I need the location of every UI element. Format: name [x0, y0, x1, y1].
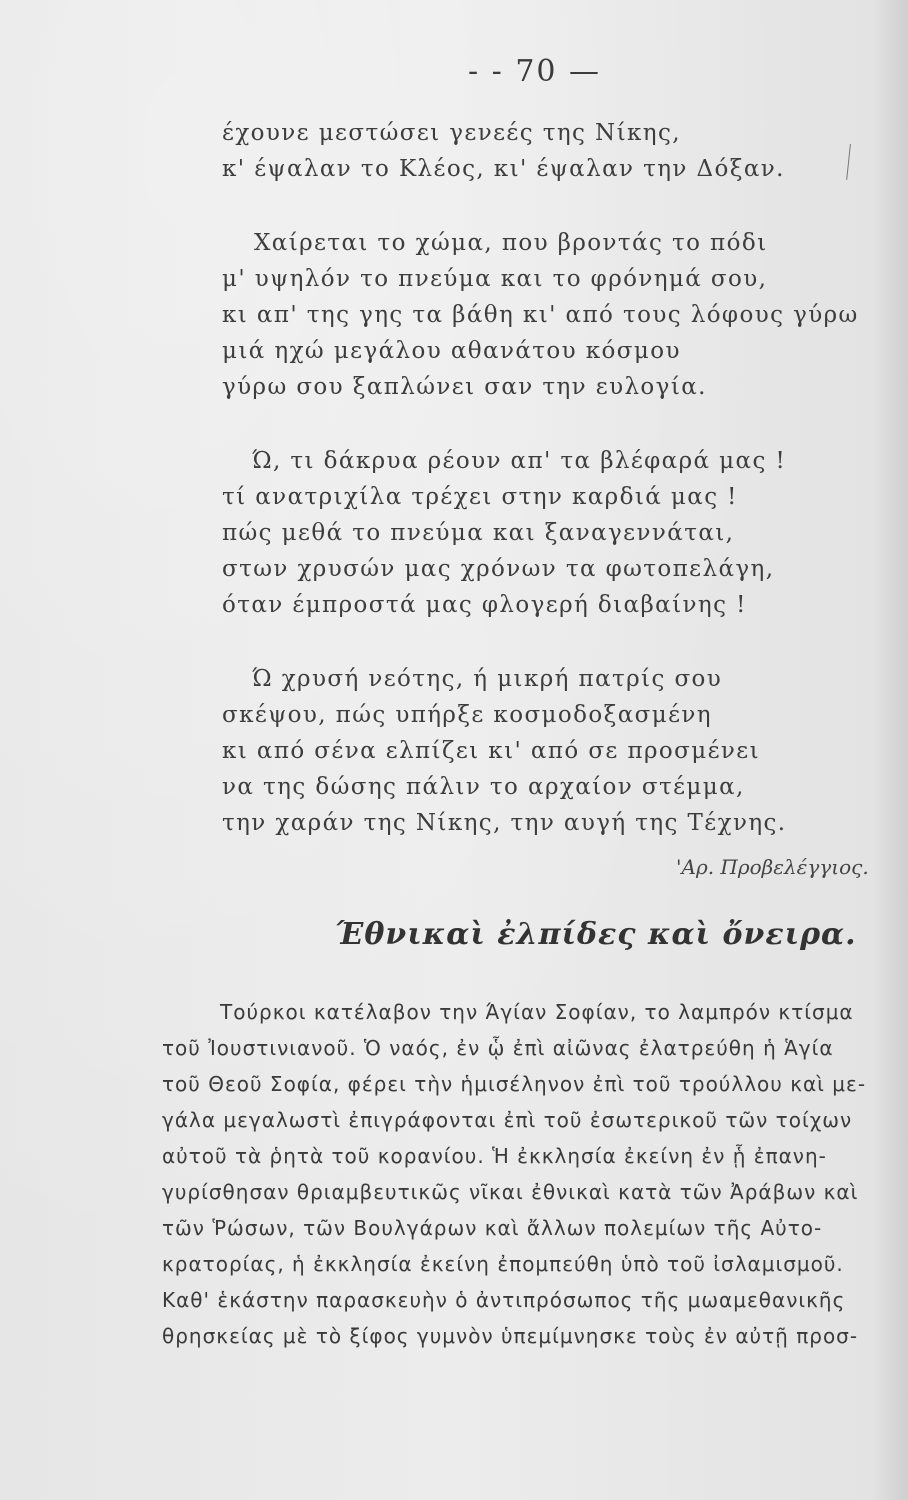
prose-text: Καθ' ἑκάστην παρασκευὴν ὁ ἀντιπρόσωπος τῆς μωαμεθανικῆς: [162, 1288, 846, 1312]
poem-line: Ώ, τι δάκρυα ρέουν απ' τα βλέφαρά μας !: [252, 448, 787, 474]
prose-line: [162, 1252, 898, 1276]
prose-text: αὐτοῦ τὰ ῥητὰ τοῦ κορανίου. Ἡ ἐκκλησία ἐκείνη ἐν ᾗ ἐπανη-: [162, 1144, 827, 1168]
poem-line: όταν έμπροστά μας φλογερή διαβαίνης !: [222, 592, 747, 618]
prose-text: κρατορίας, ἡ ἐκκλησία ἐκείνη ἐπομπεύθη ὑπὸ τοῦ ἰσλαμισμοῦ.: [162, 1252, 844, 1276]
section-heading: Έθνικαὶ ἐλπίδες καὶ ὄνειρα.: [335, 917, 857, 952]
poem-line: μιά ηχώ μεγάλου αθανάτου κόσμου: [222, 338, 681, 364]
margin-pencil-mark: [846, 144, 871, 182]
poem-line: στων χρυσών μας χρόνων τα φωτοπελάγη,: [222, 556, 775, 582]
poem-line: πώς μεθά το πνεύμα και ξαναγεννάται,: [222, 520, 735, 546]
poem-line: τί ανατριχίλα τρέχει στην καρδιά μας !: [222, 484, 738, 510]
prose-line: [220, 1000, 900, 1024]
poem-line: έχουνε μεστώσει γενεές της Νίκης,: [222, 120, 681, 146]
poem-line: σκέψου, πώς υπήρξε κοσμοδοξασμένη: [222, 702, 712, 728]
prose-line: [162, 1216, 898, 1240]
prose-line: [162, 1324, 898, 1348]
poem-line: μ' υψηλόν το πνεύμα και το φρόνημά σου,: [222, 266, 768, 292]
prose-text: γάλα μεγαλωστὶ ἐπιγράφονται ἐπὶ τοῦ ἐσωτερικοῦ τῶν τοίχων: [162, 1108, 853, 1132]
poem-line: κι απ' της γης τα βάθη κι' από τους λόφους γύρω: [222, 302, 859, 328]
prose-line: [162, 1072, 898, 1096]
prose-line: [162, 1144, 898, 1168]
prose-line: [162, 1180, 898, 1204]
poem-line: να της δώσης πάλιν το αρχαίον στέμμα,: [222, 774, 745, 800]
prose-text: θρησκείας μὲ τὸ ξίφος γυμνὸν ὑπεμίμνησκε τοὺς ἐν αὐτῇ προσ-: [162, 1324, 859, 1348]
poem-line: Ώ χρυσή νεότης, ή μικρή πατρίς σου: [252, 666, 723, 692]
prose-line: [162, 1108, 898, 1132]
prose-text: γυρίσθησαν θριαμβευτικῶς νῖκαι ἐθνικαὶ κατὰ τῶν Ἀράβων καὶ: [162, 1180, 859, 1204]
prose-text: τοῦ Θεοῦ Σοφία, φέρει τὴν ἡμισέληνον ἐπὶ τοῦ τρούλλου καὶ με-: [162, 1072, 867, 1096]
poem-line: Χαίρεται το χώμα, που βροντάς το πόδι: [254, 230, 768, 256]
prose-text: τοῦ Ἰουστινιανοῦ. Ὁ ναός, ἐν ᾧ ἐπὶ αἰῶνας ἐλατρεύθη ἡ Ἁγία: [162, 1036, 834, 1060]
poem-signature: 'Αρ. Προβελέγγιος.: [676, 855, 869, 879]
prose-line: [162, 1288, 898, 1312]
prose-text: Τούρκοι κατέλαβον την Άγίαν Σοφίαν, το λαμπρόν κτίσμα: [220, 1000, 854, 1024]
prose-text: τῶν Ῥώσων, τῶν Βουλγάρων καὶ ἄλλων πολεμίων τῆς Αὐτο-: [162, 1216, 823, 1240]
prose-line: [162, 1036, 898, 1060]
page-number: - - 70 —: [468, 54, 602, 89]
poem-line: κ' έψαλαν το Κλέος, κι' έψαλαν την Δόξαν.: [222, 156, 785, 182]
poem-line: κι από σένα ελπίζει κι' από σε προσμένει: [222, 738, 761, 764]
poem-line: την χαράν της Νίκης, την αυγή της Τέχνης.: [222, 810, 787, 836]
poem-line: γύρω σου ξαπλώνει σαν την ευλογία.: [222, 374, 707, 400]
